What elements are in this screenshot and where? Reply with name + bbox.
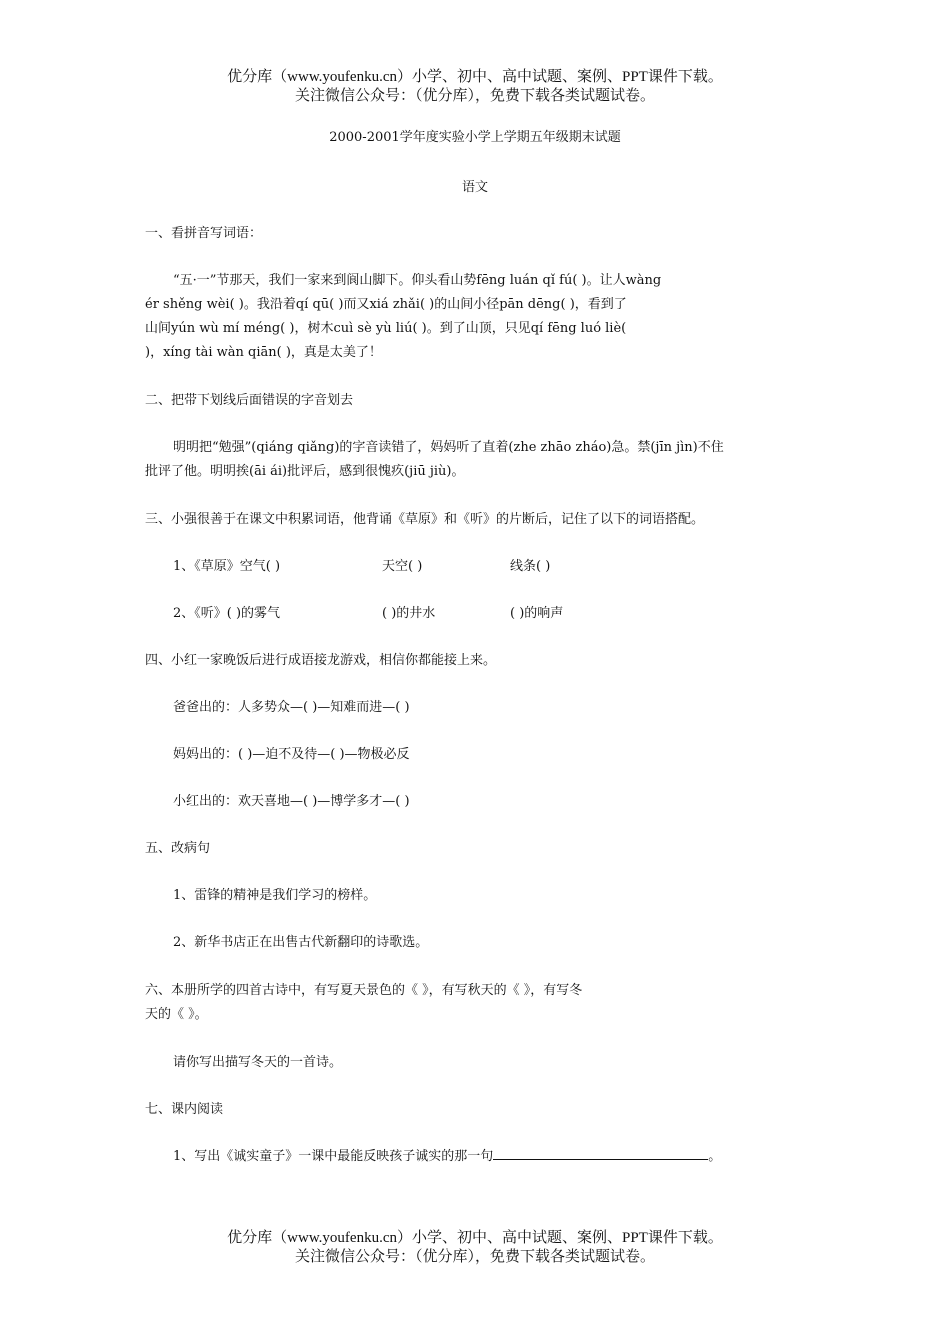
section-1-line-4: )，xíng tài wàn qiān( )，真是太美了！ [145,345,382,360]
exam-subject: 语文 [461,180,488,195]
section-1-line-1: “五·一”节那天，我们一家来到阆山脚下。仰头看山势fēng luán qǐ fú( )。让人wàng [173,273,662,288]
section-7-q1-end: 。 [708,1149,722,1164]
section-5-line-1: 1、雷锋的精神是我们学习的榜样。 [173,888,377,903]
section-1-line-3: 山间yún wù mí méng( )，树木cuì sè yù liú( )。到了山顶，只见qí fēng luó liè( [145,321,627,336]
section-6-line-2: 天的《 》。 [145,1007,208,1022]
section-4-line-2: 妈妈出的：( )—迫不及待—( )—物极必反 [173,747,410,762]
exam-title: 2000-2001学年度实验小学上学期五年级期末试题 [329,130,621,145]
section-3-heading: 三、小强很善于在课文中积累词语，他背诵《草原》和《听》的片断后，记住了以下的词语搭配。 [145,512,705,527]
section-1-heading: 一、看拼音写词语： [145,226,263,241]
s3-r1-c3: 线条( ) [510,559,551,574]
section-4-line-1: 爸爸出的：人多势众—( )—知难而进—( ) [173,700,410,715]
answer-line[interactable] [493,1145,708,1160]
section-7-q1-text: 1、写出《诚实童子》一课中最能反映孩子诚实的那一句 [173,1149,494,1164]
s3-r2-c3: ( )的响声 [510,606,564,621]
section-2-heading: 二、把带下划线后面错误的字音划去 [145,393,354,408]
s3-r2-c1: 2、《听》( )的雾气 [173,606,281,621]
s3-r1-c2: 天空( ) [382,559,423,574]
header-line-2: 关注微信公众号：（优分库），免费下载各类试题试卷。 [294,88,655,104]
section-6-task: 请你写出描写冬天的一首诗。 [173,1055,343,1070]
section-2-line-1: 明明把“勉强”(qiáng qiǎng)的字音读错了，妈妈听了直着(zhe zhāo zháo)急。禁(jīn jìn)不住 [173,440,724,455]
section-6-line-1: 六、本册所学的四首古诗中，有写夏天景色的《 》，有写秋天的《 》，有写冬 [145,983,583,998]
s3-r2-c2: ( )的井水 [382,606,436,621]
section-1-line-2: ér shěng wèi( )。我沿着qí qū( )而又xiá zhǎi( )的山间小径pān dēng( )，看到了 [145,297,627,312]
footer-line-1: 优分库（www.youfenku.cn）小学、初中、高中试题、案例、PPT课件下载。 [227,1230,723,1246]
section-4-heading: 四、小红一家晚饭后进行成语接龙游戏，相信你都能接上来。 [145,653,497,668]
header-line-1: 优分库（www.youfenku.cn）小学、初中、高中试题、案例、PPT课件下载。 [227,69,723,85]
page-header [0,68,950,106]
section-4-line-3: 小红出的：欢天喜地—( )—博学多才—( ) [173,794,410,809]
section-7-heading: 七、课内阅读 [145,1102,224,1117]
footer-line-2: 关注微信公众号：（优分库），免费下载各类试题试卷。 [294,1249,655,1265]
section-2-line-2: 批评了他。明明挨(āi ái)批评后，感到很愧疚(jiū jiù)。 [145,464,465,479]
section-5-line-2: 2、新华书店正在出售古代新翻印的诗歌选。 [173,935,429,950]
section-5-heading: 五、改病句 [145,841,211,856]
section-7-q1 [145,1145,835,1169]
page-footer [0,1229,950,1267]
s3-r1-c1: 1、《草原》空气( ) [173,559,281,574]
